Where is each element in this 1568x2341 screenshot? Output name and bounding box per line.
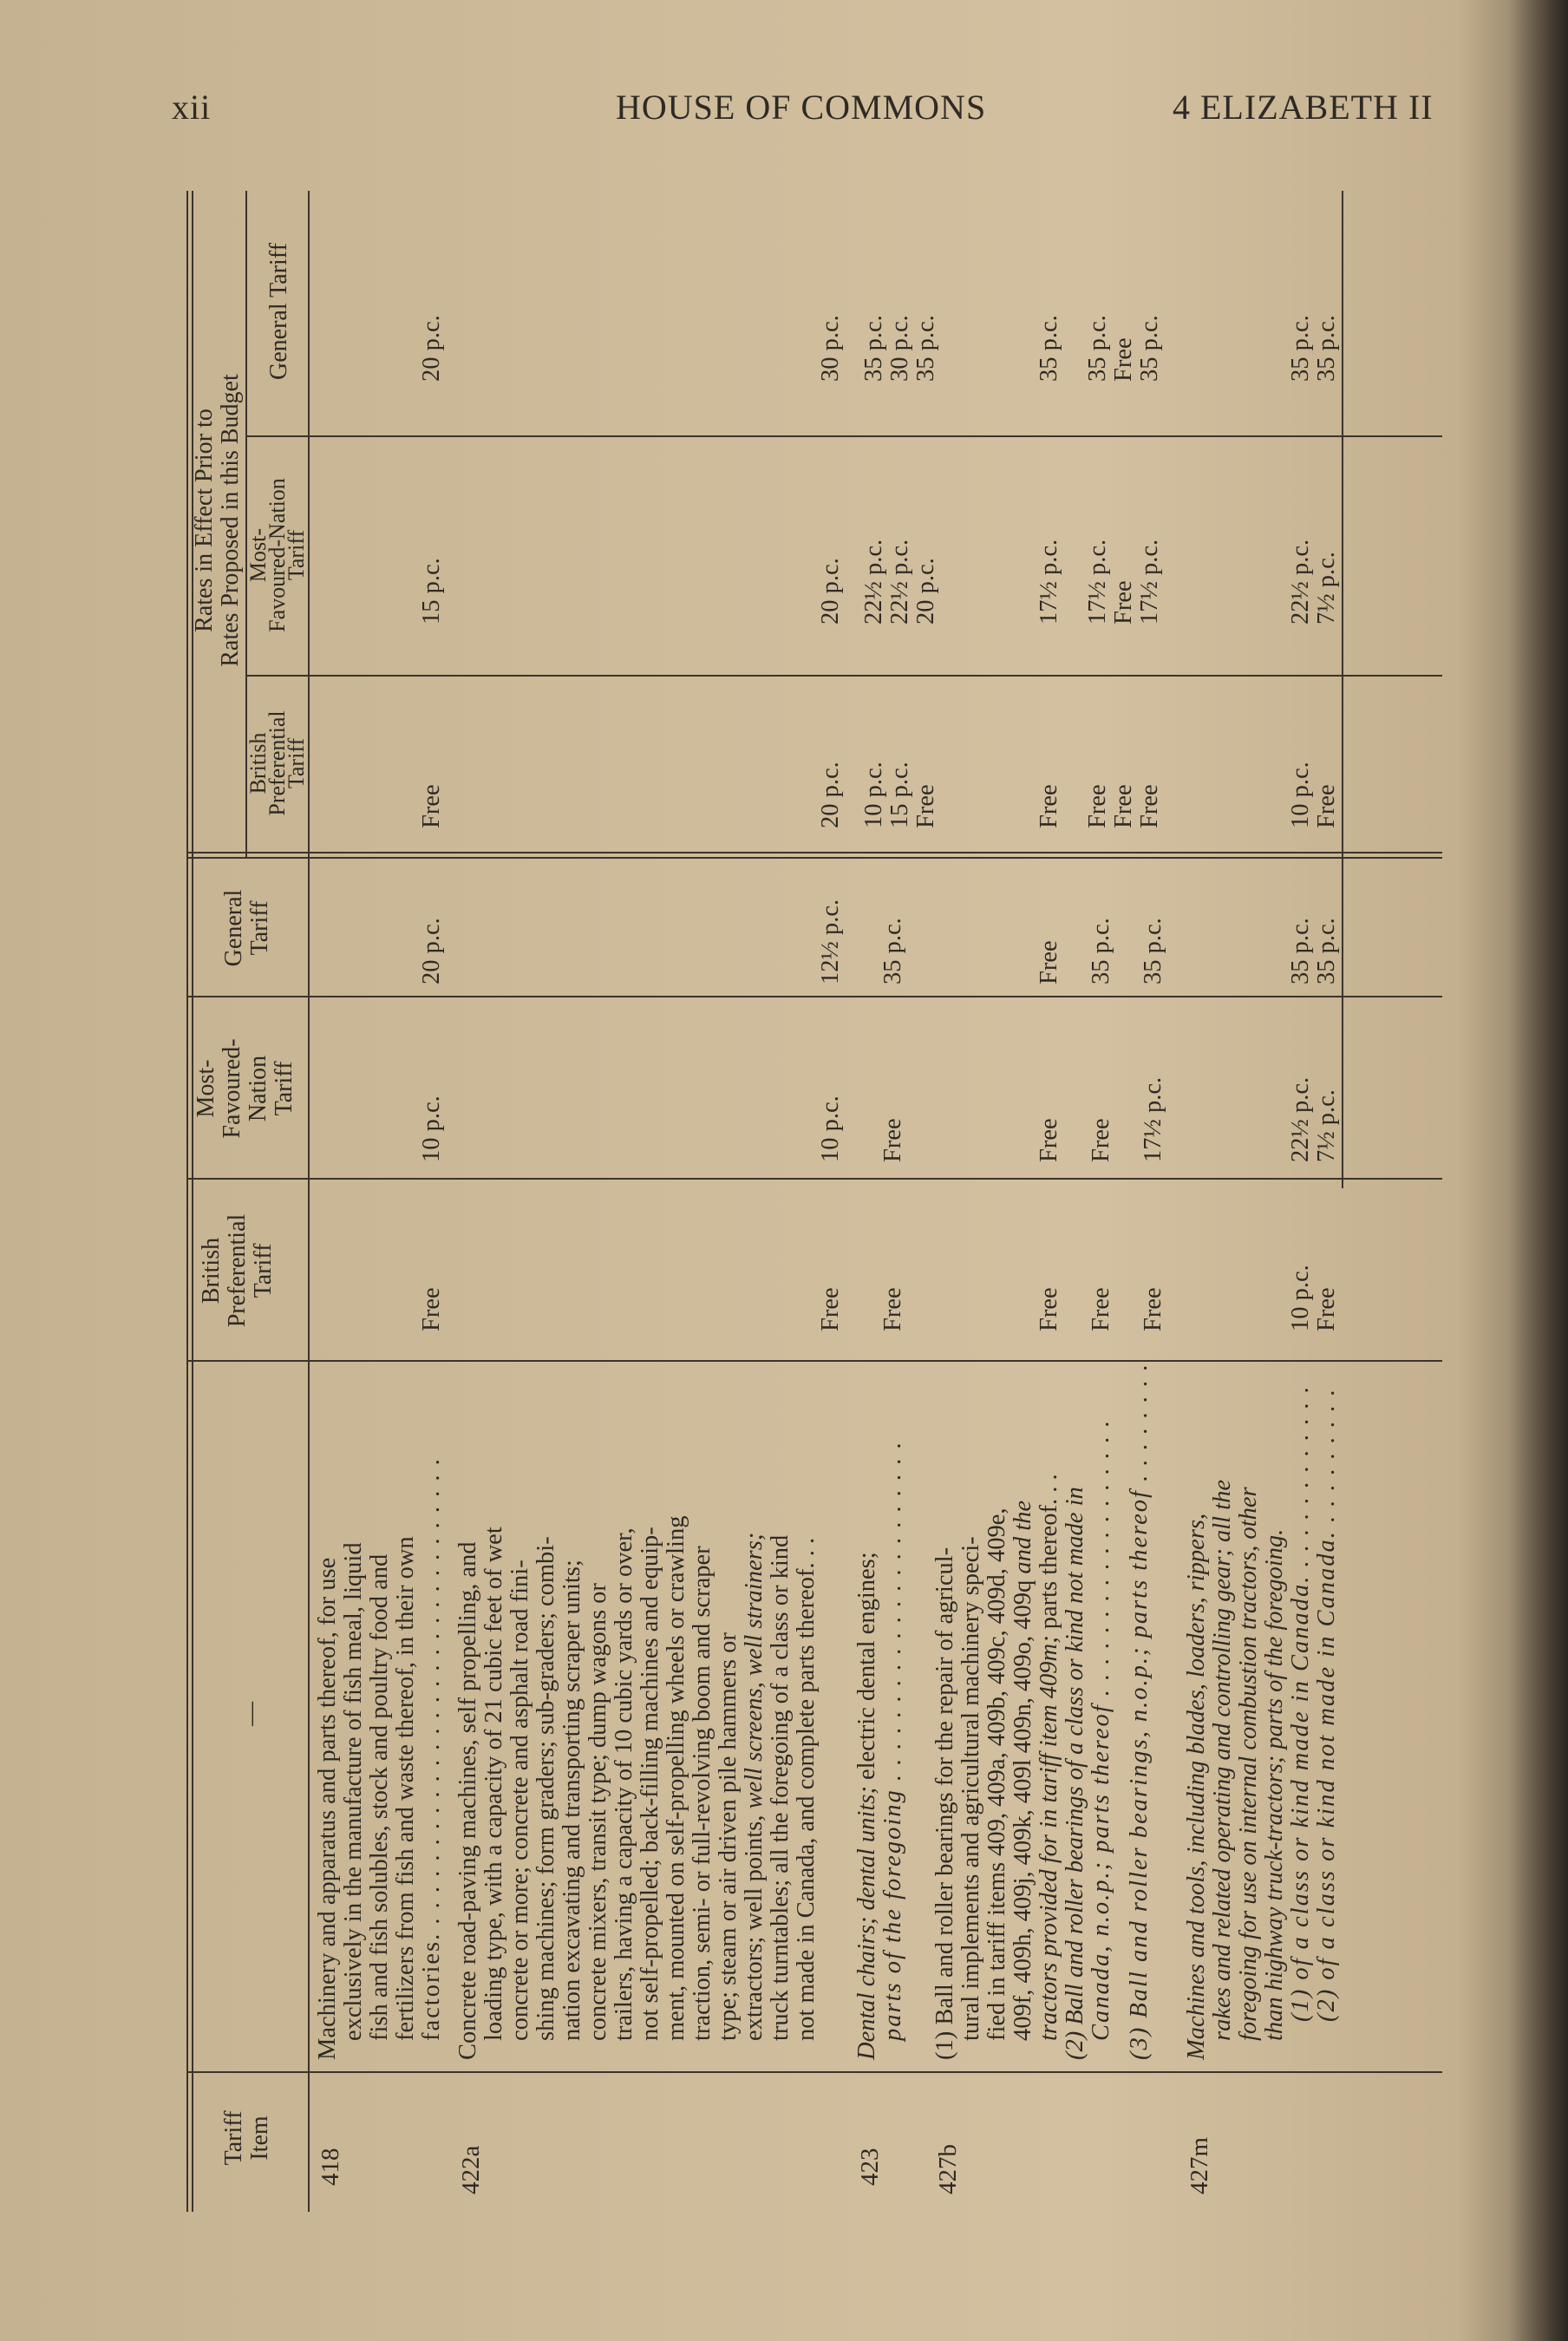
val-423-pgen: 35 p.c. 30 p.c. 35 p.c. [860,315,939,382]
val-422a-bp: Free [817,1287,844,1331]
header-mfn: Most- Favoured- Nation Tariff [193,1038,297,1139]
val-427b-mfn-2: Free [1088,1118,1114,1162]
desc-423: Dental chairs; dental units; electric dental engines; parts of the foregoing . . . . . . . . . . . . . . . . . . . . . . [853,1440,906,2060]
item-422a: 422a [457,2145,485,2194]
val-427m-mfn: 22½ p.c. 7½ p.c. [1287,1076,1340,1162]
desc-427b: (1) Ball and roller bearings for the repair of agricul- tural implements and agricultural machinery speci- fied in tariff items 409, 409a, 409b, 409c, 409d, 409e, 409f, 409h, 409j, 409k, 409l 409n, 409o, 409q and the tractors provided for in tariff item 409m; parts thereof. . . (2) Ball and roller bearings of a class or kind not made in Canada, n.o.p.; parts thereof . . . . . . . . . . . . . . . . . . (3) Ball and roller bearings, n.o.p.; parts thereof . . . . . . . . [931,1363,1153,2060]
val-422a-gen: 12½ p.c. [817,899,844,984]
val-418-bp: Free [418,1287,445,1331]
val-418-pbp: Free [418,784,445,828]
header-prior-general: General Tariff [265,243,292,380]
col-rule-6 [245,675,1442,677]
val-422a-pmfn: 20 p.c. [817,558,844,624]
val-422a-pgen: 30 p.c. [817,315,844,382]
header-tariff-item: Tariff Item [220,2110,273,2166]
tariff-table [186,182,1435,2212]
val-427b-pmfn: 17½ p.c. 17½ p.c. Free 17½ p.c. [1036,539,1163,624]
val-427b-bp-2: Free [1088,1287,1114,1331]
session-title: 4 ELIZABETH II [1173,88,1434,127]
desc-427m: Machines and tools, including blades, loaders, rippers, rakes and related operating and controlling gear; all the foregoing for use on internal combustion tractors, other than highway truck-tractors; parts of the foregoing. (1) of a class or kind made in Canada. . . . . . . . . . . . . (2) of a class or kind not made in Canada. . . . . . . . . . [1183,1384,1340,2060]
col-rule-4 [186,996,1442,997]
col-rule-1 [186,2071,1442,2073]
val-423-mfn: Free [879,1118,906,1162]
desc-422a: Concrete road-paving machines, self propelling, and loading type, with a capacity of 21 cubic feet of wet concrete or more; concrete and asphalt road fini- shing machines; form graders; sub-graders; combi- nation excavating and transporting scraper units; concrete mixers, transit type; dump wagons or trailers, having a capacity of 10 cubic yards or over, not self-propelled; back-filling machines and equip- ment, mounted on self-propelling wheels or crawling traction, semi- or full-revolving boom and scraper type; steam or air driven pile hammers or extractors; well points, well screens, well strainers; truck turntables; all the foregoing of a class or kind not made in Canada, and complete parts thereof. . . [454,1515,820,2060]
val-427m-pmfn: 22½ p.c. 7½ p.c. [1287,539,1340,624]
item-427m: 427m [1186,2136,1213,2194]
page-title: HOUSE OF COMMONS [616,88,987,127]
header-bottom-rule [308,191,310,2212]
val-427b-gen-3: 35 p.c. [1140,918,1166,984]
page-number: xii [172,88,212,127]
col-rule-3 [186,1178,1442,1180]
item-427b: 427b [934,2144,962,2194]
val-418-pgen: 20 p.c. [418,315,445,382]
val-418-gen: 20 p.c. [418,918,445,984]
header-bp: British Preferential Tariff [198,1213,277,1328]
val-423-pmfn: 22½ p.c. 22½ p.c. 20 p.c. [860,539,939,624]
val-427m-bp: 10 p.c. Free [1287,1265,1340,1331]
val-418-mfn: 10 p.c. [418,1095,445,1162]
col-rule-5-double [186,852,1442,853]
val-427b-gen-1: Free [1036,940,1062,984]
val-427m-gen: 35 p.c. 35 p.c. [1287,918,1340,984]
val-422a-pbp: 20 p.c. [817,762,844,828]
val-422a-mfn: 10 p.c. [817,1095,844,1162]
table-bottom-rule [1342,191,1343,1188]
desc-418: Machinery and apparatus and parts thereof, for use exclusively in the manufacture of fish meal, liquid fish and fish solubles, stock and poultry food and fertilizers from fish and waste thereof, in their own factories. . . . . . . . . . . . . . . . . . . . . . . . . . . . . . . [314,1457,445,2060]
binding-shadow [1509,0,1568,2341]
val-427b-pgen: 35 p.c. 35 p.c. Free 35 p.c. [1036,315,1163,382]
val-427m-pgen: 35 p.c. 35 p.c. [1287,315,1340,382]
val-427b-bp-3: Free [1140,1287,1166,1331]
header-general: General Tariff [220,889,273,967]
header-prior-mfn: Most- Favoured-Nation Tariff [245,478,309,632]
val-427b-bp-1: Free [1036,1287,1062,1331]
val-423-bp: Free [879,1287,906,1331]
val-423-pbp: 10 p.c. 15 p.c. Free [860,762,939,828]
item-423: 423 [856,2148,884,2186]
item-418: 418 [317,2148,344,2186]
header-description-dash: — [238,1702,265,1726]
val-427b-mfn-1: Free [1036,1118,1062,1162]
table-top-rule [186,191,188,2212]
header-prior-bp: British Preferential Tariff [245,710,309,816]
header-prior-group: Rates in Effect Prior to Rates Proposed in this Budget [191,374,244,667]
col-rule-2 [186,1360,1442,1362]
val-427b-mfn-3: 17½ p.c. [1140,1076,1166,1162]
val-423-gen: 35 p.c. [879,918,906,984]
col-rule-7 [245,435,1442,437]
val-427b-gen-2: 35 p.c. [1088,918,1114,984]
val-418-pmfn: 15 p.c. [418,558,445,624]
val-427m-pbp: 10 p.c. Free [1287,762,1340,828]
val-427b-pbp: Free Free Free Free [1036,784,1163,828]
col-rule-5 [186,857,1442,859]
